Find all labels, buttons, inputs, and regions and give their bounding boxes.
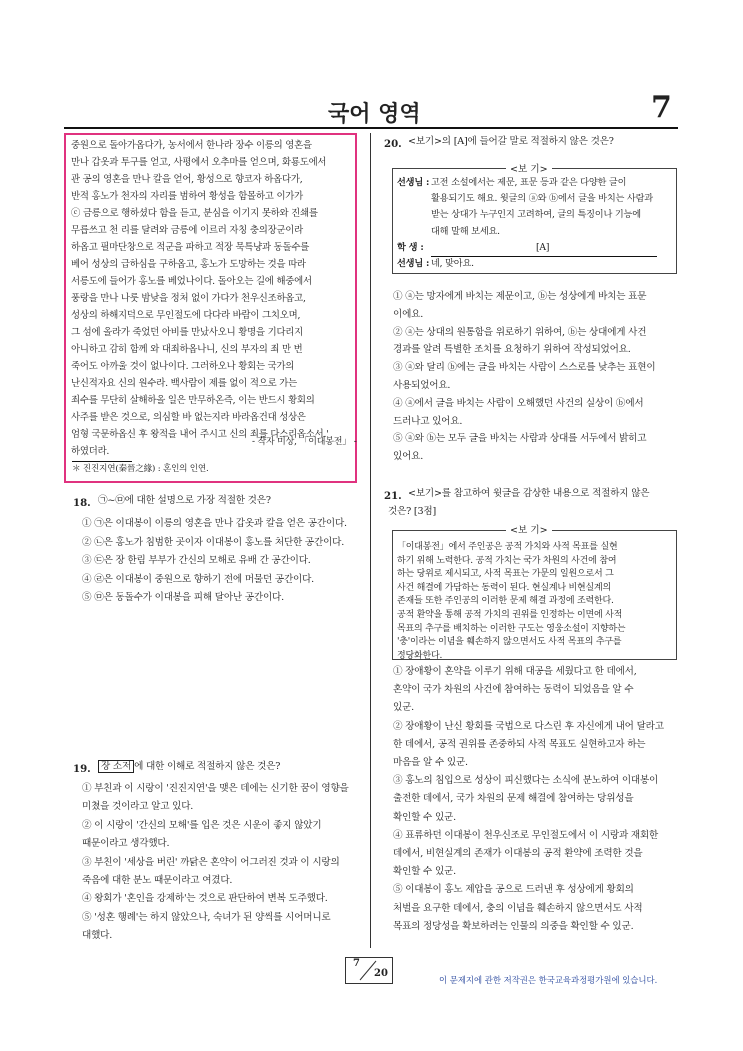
passage-line: 중원으로 돌아가옵다가, 농서에서 한나라 장수 이릉의 영혼을	[71, 140, 312, 151]
passage-line: ⓒ 금릉으로 행하셨다 함을 듣고, 분심을 이기지 못하와 진쇄를	[71, 208, 318, 219]
q20-option: ⑤ ⓐ와 ⓑ는 모두 글을 바치는 사람과 상대를 서두에서 밝히고	[393, 433, 647, 445]
passage-line: 죽어도 아까울 것이 없나이다. 그러하오나 황회는 국가의	[71, 361, 295, 372]
passage-line: 성상의 하해지덕으로 무인절도에 다다라 바람이 그치오며,	[71, 310, 301, 321]
passage-line: 베어 성상의 급하심을 구하옵고, 홍노가 도망하는 것을 따라	[71, 259, 306, 270]
q19-stem	[98, 757, 280, 776]
q18-stem: ㉠~㉤에 대한 설명으로 가장 적절한 것은?	[98, 495, 271, 506]
q21-number: 21.	[384, 490, 402, 502]
q20-number: 20.	[384, 138, 402, 150]
q20-dialog-text: 네, 맞아요.	[431, 258, 474, 269]
q20-option: 있어요.	[393, 451, 424, 463]
q19-option: 미쳤을 것이라고 알고 있다.	[82, 801, 194, 813]
q19-option: ④ 왕회가 '혼인을 강제하'는 것으로 판단하여 변복 도주했다.	[82, 893, 328, 905]
q21-stem-line1: <보기>를 참고하여 윗글을 감상한 내용으로 적절하지 않은	[408, 488, 650, 499]
q20-dialog-text: 받는 상대가 누구인지 고려하여, 글의 특징이나 기능에	[431, 209, 641, 221]
q21-option: 있군.	[393, 702, 414, 714]
q21-bogi-line: 사건 해결에 가담하는 동력이 된다. 현실계나 비현실계의	[397, 582, 611, 593]
q21-option: 처벌을 요구한 데에서, 충의 이념을 훼손하지 않으면서도 사적	[393, 902, 643, 914]
q20-blank-line	[431, 256, 657, 257]
copyright-notice: 이 문제지에 관한 저작권은 한국교육과정평가원에 있습니다.	[439, 975, 658, 985]
q21-bogi-line: 하기 위해 노력한다. 공적 가치는 국가 차원의 사건에 참여	[397, 555, 617, 566]
q19-boxed-term: 장 소저	[98, 760, 134, 773]
q21-option: 혼약이 국가 차원의 사건에 참여하는 동력이 되었음을 알 수	[393, 684, 634, 696]
passage-line: 서릉도에 들어가 홍노를 베었나이다. 돌아오는 길에 해중에서	[71, 276, 312, 287]
passage-line: 그 섬에 올라가 죽었던 아비를 만났사오니 황명을 기다리지	[71, 327, 304, 338]
q21-option: 마음을 알 수 있군.	[393, 757, 468, 768]
q21-bogi-line: '충'이라는 이념을 훼손하지 않으면서도 사적 목표의 추구를	[397, 637, 622, 648]
q20-dialog-text: 고전 소설에서는 제문, 표문 등과 같은 다양한 글이	[431, 177, 627, 188]
page-number: 7	[651, 90, 672, 125]
page-current: 7	[353, 958, 360, 969]
passage-line: 관 공의 영혼을 만나 칼을 얻어, 황성으로 향코자 하옵다가,	[71, 174, 303, 185]
q21-option: ④ 표류하던 이대봉이 천우신조로 무인절도에서 이 시랑과 재회한	[393, 829, 659, 841]
passage-source: - 작자 미상, 「이대봉전」 -	[252, 437, 357, 447]
passage-line: 반적 홍노가 천자의 자리를 범하여 황성을 함몰하고 이가가	[71, 191, 304, 202]
q19-option: 죽음에 대한 분노 때문이라고 여겼다.	[82, 875, 233, 886]
q20-option: ① ⓐ는 망자에게 바치는 제문이고, ⓑ는 성상에게 바치는 표문	[393, 291, 647, 302]
q18-option: ⑤ ㉤은 동돌수가 이대봉을 피해 달아난 공간이다.	[82, 592, 284, 604]
q21-option: 한 데에서, 공적 권위를 존중하되 사적 목표도 실현하고자 하는	[393, 738, 646, 750]
q21-bogi-line: 정당화한다.	[397, 650, 443, 661]
q19-stem-rest: 에 대한 이해로 적절하지 않은 것은?	[134, 761, 281, 772]
q19-option: ① 부친과 이 시랑이 '진진지연'을 맺은 데에는 신기한 꿈이 영향을	[82, 783, 349, 794]
q19-option: ② 이 시랑이 '간신의 모해'를 입은 것은 시운이 좋지 않았기	[82, 819, 322, 831]
q20-dialog-text: 대해 말해 보세요.	[431, 225, 500, 237]
passage-line: 만나 갑옷과 투구를 얻고, 사평에서 오추마를 얻으며, 화룡도에서	[71, 157, 327, 168]
q21-option: ③ 홍노의 침입으로 성상이 피신했다는 소식에 분노하여 이대봉이	[393, 775, 659, 787]
q21-option: 출전한 데에서, 국가 차원의 문제 해결에 참여하는 당위성을	[393, 793, 634, 805]
q21-bogi-line: 존재들 또한 주인공의 이러한 문제 해결 과정에 조력한다.	[397, 596, 614, 607]
q21-option: ① 장애황이 혼약을 이루기 위해 대공을 세웠다고 한 데에서,	[393, 666, 637, 677]
q20-blank-a: [A]	[536, 241, 550, 253]
q19-number: 19.	[73, 763, 91, 775]
q21-bogi-line: 목표의 추구를 배치하는 이러한 구도는 영웅소설이 지향하는	[397, 623, 626, 634]
column-divider	[370, 133, 371, 948]
q20-bogi-title: <보 기>	[506, 161, 552, 175]
q18-number: 18.	[73, 497, 91, 509]
q18-option: ③ ㉢은 장 한림 부부가 간신의 모해로 유배 간 공간이다.	[82, 555, 311, 567]
q20-option: 경과를 알려 특별한 조치를 요청하기 위하여 작성되었어요.	[393, 344, 631, 356]
passage-line: 사주를 받은 것으로, 의심할 바 없는지라 바라옵건대 성상은	[71, 412, 306, 423]
q20-dialog-speaker: 선생님 :	[397, 258, 430, 269]
q21-option: ⑤ 이대봉이 홍노 제압을 공으로 드러낸 후 성상에게 황회의	[393, 884, 634, 896]
q18-option: ② ㉡은 홍노가 침범한 곳이자 이대봉이 홍노를 처단한 공간이다.	[82, 536, 345, 548]
q19-option: ③ 부친이 '세상을 버린' 까닭은 혼약이 어그러진 것과 이 시랑의	[82, 856, 340, 868]
q21-option: 목표의 정당성을 확보하려는 인물의 의중을 확인할 수 있군.	[393, 920, 634, 932]
page-total: 20	[374, 968, 388, 979]
q21-bogi-title: <보 기>	[506, 522, 552, 536]
passage-line: 난신적자요 신의 원수라. 백사람이 제를 없이 적으로 가는	[71, 378, 297, 389]
page-indicator	[345, 957, 393, 984]
q18-option: ④ ㉣은 이대봉이 중원으로 향하기 전에 머물던 공간이다.	[82, 573, 315, 585]
q20-option: 이에요.	[393, 308, 424, 320]
q20-option: 사용되었어요.	[393, 380, 451, 391]
q20-option: ② ⓐ는 상대의 원통함을 위로하기 위하여, ⓑ는 상대에게 사건	[393, 326, 647, 338]
q20-option: ③ ⓐ와 달리 ⓑ에는 글을 바치는 사람이 스스로를 낮추는 표현이	[393, 362, 656, 374]
q20-dialog-text: 활용되기도 해요. 윗글의 ⓐ와 ⓑ에서 글을 바치는 사람과	[431, 193, 653, 205]
q19-option: 때문이라고 생각했다.	[82, 838, 170, 850]
q21-option: 확인할 수 있군.	[393, 866, 456, 878]
q20-dialog-speaker: 학 생 :	[397, 241, 424, 253]
passage-line: 무릅쓰고 천 리를 달려와 금릉에 이르러 자칭 충의장군이라	[71, 225, 304, 236]
passage-footnote: ＊ 진진지연(秦晉之緣) : 혼인의 인연.	[72, 464, 209, 474]
q21-bogi-line: 공적 환약을 통해 공적 가치의 권위를 인정하는 이면에 사적	[397, 610, 623, 620]
q18-option: ① ㉠은 이대봉이 이릉의 영혼을 만나 갑옷과 칼을 얻은 공간이다.	[82, 518, 347, 529]
passage-line: 풍랑을 만나 나룻 밤낮을 정처 없이 가다가 천우신조하옵고,	[71, 293, 306, 304]
q20-option: ④ ⓐ에서 글을 바치는 사람이 오해했던 사건의 실상이 ⓑ에서	[393, 397, 644, 409]
passage-line: 하였더라.	[71, 446, 110, 457]
passage-line: 죄수를 무단히 살해하올 일은 만무하온즉, 이는 반드시 황회의	[71, 395, 315, 406]
section-title: 국어 영역	[328, 102, 421, 127]
q21-option: 데에서, 비현실계의 존재가 이대봉의 공적 환약에 조력한 것을	[393, 848, 643, 859]
q21-bogi-line: 하는 당위로 제시되고, 사적 목표는 가문의 일원으로서 그	[397, 569, 614, 580]
passage-line: 엄형 국문하옵신 후 왕적을 내어 주시고 신의 죄를 다스리옵소서.'	[71, 429, 329, 440]
q19-option: ⑤ '성혼 행례'는 하지 않았으나, 숙녀가 된 양씩를 시어머니로	[82, 911, 331, 923]
q20-dialog-speaker: 선생님 :	[397, 177, 430, 188]
q21-bogi-line: 「이대봉전」에서 주인공은 공적 가치와 사적 목표를 실현	[397, 542, 618, 552]
passage-line: 하옵고 필마단창으로 적군을 파하고 적장 묵특냥과 동돌수를	[71, 242, 310, 253]
q21-option: ② 장애황이 난신 황회를 국법으로 다스린 후 자신에게 내어 달라고	[393, 720, 664, 732]
q20-option: 드러나고 있어요.	[393, 415, 463, 427]
q21-stem-line2: 것은? [3점]	[388, 506, 436, 517]
q20-stem: <보기>의 [A]에 들어갈 말로 적절하지 않은 것은?	[408, 136, 614, 147]
q19-option: 대했다.	[82, 930, 113, 942]
q21-option: 확인할 수 있군.	[393, 811, 456, 823]
header-rule	[64, 127, 678, 129]
passage-line: 아니하고 감히 함께 와 대죄하옵나니, 신의 부자의 죄 만 번	[71, 344, 303, 355]
